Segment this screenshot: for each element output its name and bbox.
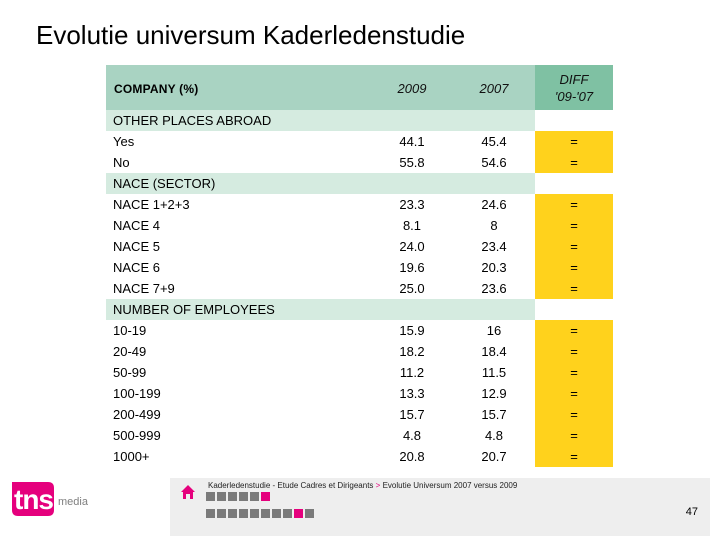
table-row — [106, 215, 613, 236]
table-row — [106, 152, 613, 173]
footer-bar — [170, 478, 710, 536]
table-row — [106, 257, 613, 278]
diff-indicator: = — [535, 278, 613, 299]
section-title: NUMBER OF EMPLOYEES — [113, 302, 275, 317]
value-2007: 11.5 — [481, 365, 507, 380]
row-label: NACE 5 — [113, 239, 160, 254]
row-label: NACE 1+2+3 — [113, 197, 190, 212]
breadcrumb-sub: Evolutie Universum 2007 versus 2009 — [382, 481, 518, 490]
header-2007-cell — [453, 65, 535, 110]
row-label: 50-99 — [113, 365, 147, 380]
section-header — [106, 173, 613, 194]
row-label: 1000+ — [113, 449, 150, 464]
table-row — [106, 278, 613, 299]
value-2009: 4.8 — [402, 428, 422, 443]
nav-row2-square[interactable] — [250, 509, 259, 518]
value-2007: 18.4 — [481, 344, 507, 359]
section-nav-row-2 — [206, 509, 314, 518]
diff-indicator: = — [535, 236, 613, 257]
diff-indicator: = — [535, 362, 613, 383]
table-row — [106, 320, 613, 341]
table-row — [106, 236, 613, 257]
value-2009: 19.6 — [399, 260, 425, 275]
table-body — [106, 110, 613, 467]
tns-media-logo — [8, 480, 88, 520]
diff-indicator: = — [535, 404, 613, 425]
table-row — [106, 446, 613, 467]
value-2007: 15.7 — [481, 407, 507, 422]
row-label: NACE 6 — [113, 260, 160, 275]
value-2009: 8.1 — [402, 218, 422, 233]
section-title: OTHER PLACES ABROAD — [113, 113, 272, 128]
data-table — [106, 65, 613, 467]
nav-row2-square[interactable] — [239, 509, 248, 518]
value-2009: 55.8 — [399, 155, 425, 170]
diff-indicator: = — [535, 131, 613, 152]
value-2009: 23.3 — [399, 197, 425, 212]
nav-row2-square[interactable] — [272, 509, 281, 518]
nav-row1-square[interactable] — [250, 492, 259, 501]
nav-row1-square[interactable] — [228, 492, 237, 501]
nav-row2-square[interactable] — [283, 509, 292, 518]
row-label: No — [113, 155, 130, 170]
section-header — [106, 110, 613, 131]
value-2007: 20.3 — [481, 260, 507, 275]
value-2007: 12.9 — [481, 386, 507, 401]
row-label: 500-999 — [113, 428, 161, 443]
row-label: 10-19 — [113, 323, 147, 338]
nav-row1-square[interactable] — [206, 492, 215, 501]
value-2007: 45.4 — [481, 134, 507, 149]
section-header — [106, 299, 613, 320]
section-gap — [535, 110, 613, 131]
nav-row2-square[interactable] — [305, 509, 314, 518]
diff-indicator: = — [535, 194, 613, 215]
row-label: NACE 4 — [113, 218, 160, 233]
section-title: NACE (SECTOR) — [113, 176, 216, 191]
table-row — [106, 131, 613, 152]
value-2007: 23.4 — [481, 239, 507, 254]
header-diff-line1: DIFF — [559, 72, 589, 87]
value-2009: 24.0 — [399, 239, 425, 254]
value-2007: 20.7 — [481, 449, 507, 464]
page-number: 47 — [685, 506, 698, 518]
table-row — [106, 194, 613, 215]
value-2009: 20.8 — [399, 449, 425, 464]
diff-indicator: = — [535, 446, 613, 467]
row-label: Yes — [113, 134, 135, 149]
breadcrumb-main: Kaderledenstudie - Etude Cadres et Dirigeants — [208, 481, 374, 490]
diff-indicator: = — [535, 383, 613, 404]
breadcrumb-separator: > — [375, 481, 381, 490]
value-2007: 54.6 — [481, 155, 507, 170]
nav-row2-square[interactable] — [206, 509, 215, 518]
nav-row2-square[interactable] — [261, 509, 270, 518]
section-gap — [535, 299, 613, 320]
section-nav-row-1 — [206, 492, 270, 501]
value-2007: 4.8 — [484, 428, 504, 443]
nav-row2-square[interactable] — [294, 509, 303, 518]
diff-indicator: = — [535, 257, 613, 278]
header-diff-cell — [535, 65, 613, 110]
row-label: 100-199 — [113, 386, 161, 401]
header-label-cell — [106, 65, 371, 110]
home-icon[interactable] — [180, 484, 196, 500]
page-title: Evolutie universum Kaderledenstudie — [36, 20, 466, 50]
table-row — [106, 383, 613, 404]
header-diff-line2: '09-'07 — [554, 89, 594, 104]
header-label: COMPANY (%) — [114, 82, 199, 96]
logo-mark: tns — [14, 484, 53, 515]
table-row — [106, 425, 613, 446]
section-gap — [535, 173, 613, 194]
breadcrumb — [208, 481, 517, 490]
diff-indicator: = — [535, 341, 613, 362]
table-row — [106, 341, 613, 362]
value-2009: 15.9 — [399, 323, 425, 338]
value-2007: 16 — [486, 323, 502, 338]
nav-row2-square[interactable] — [217, 509, 226, 518]
value-2007: 23.6 — [481, 281, 507, 296]
nav-row1-square[interactable] — [261, 492, 270, 501]
row-label: 200-499 — [113, 407, 161, 422]
diff-indicator: = — [535, 215, 613, 236]
row-label: NACE 7+9 — [113, 281, 175, 296]
value-2009: 18.2 — [399, 344, 425, 359]
diff-indicator: = — [535, 152, 613, 173]
value-2009: 15.7 — [399, 407, 425, 422]
nav-row1-square[interactable] — [217, 492, 226, 501]
table-header — [106, 65, 613, 110]
logo-text: media — [58, 496, 88, 508]
value-2009: 25.0 — [399, 281, 425, 296]
header-diff — [535, 71, 613, 105]
diff-indicator: = — [535, 320, 613, 341]
table-row — [106, 404, 613, 425]
row-label: 20-49 — [113, 344, 147, 359]
header-2009-cell — [371, 65, 453, 110]
diff-indicator: = — [535, 425, 613, 446]
value-2007: 24.6 — [481, 197, 507, 212]
table-row — [106, 362, 613, 383]
nav-row2-square[interactable] — [228, 509, 237, 518]
header-2009: 2009 — [397, 81, 427, 96]
value-2009: 13.3 — [399, 386, 425, 401]
value-2009: 44.1 — [399, 134, 425, 149]
value-2007: 8 — [490, 218, 498, 233]
value-2009: 11.2 — [399, 365, 425, 380]
header-2007: 2007 — [479, 81, 509, 96]
nav-row1-square[interactable] — [239, 492, 248, 501]
